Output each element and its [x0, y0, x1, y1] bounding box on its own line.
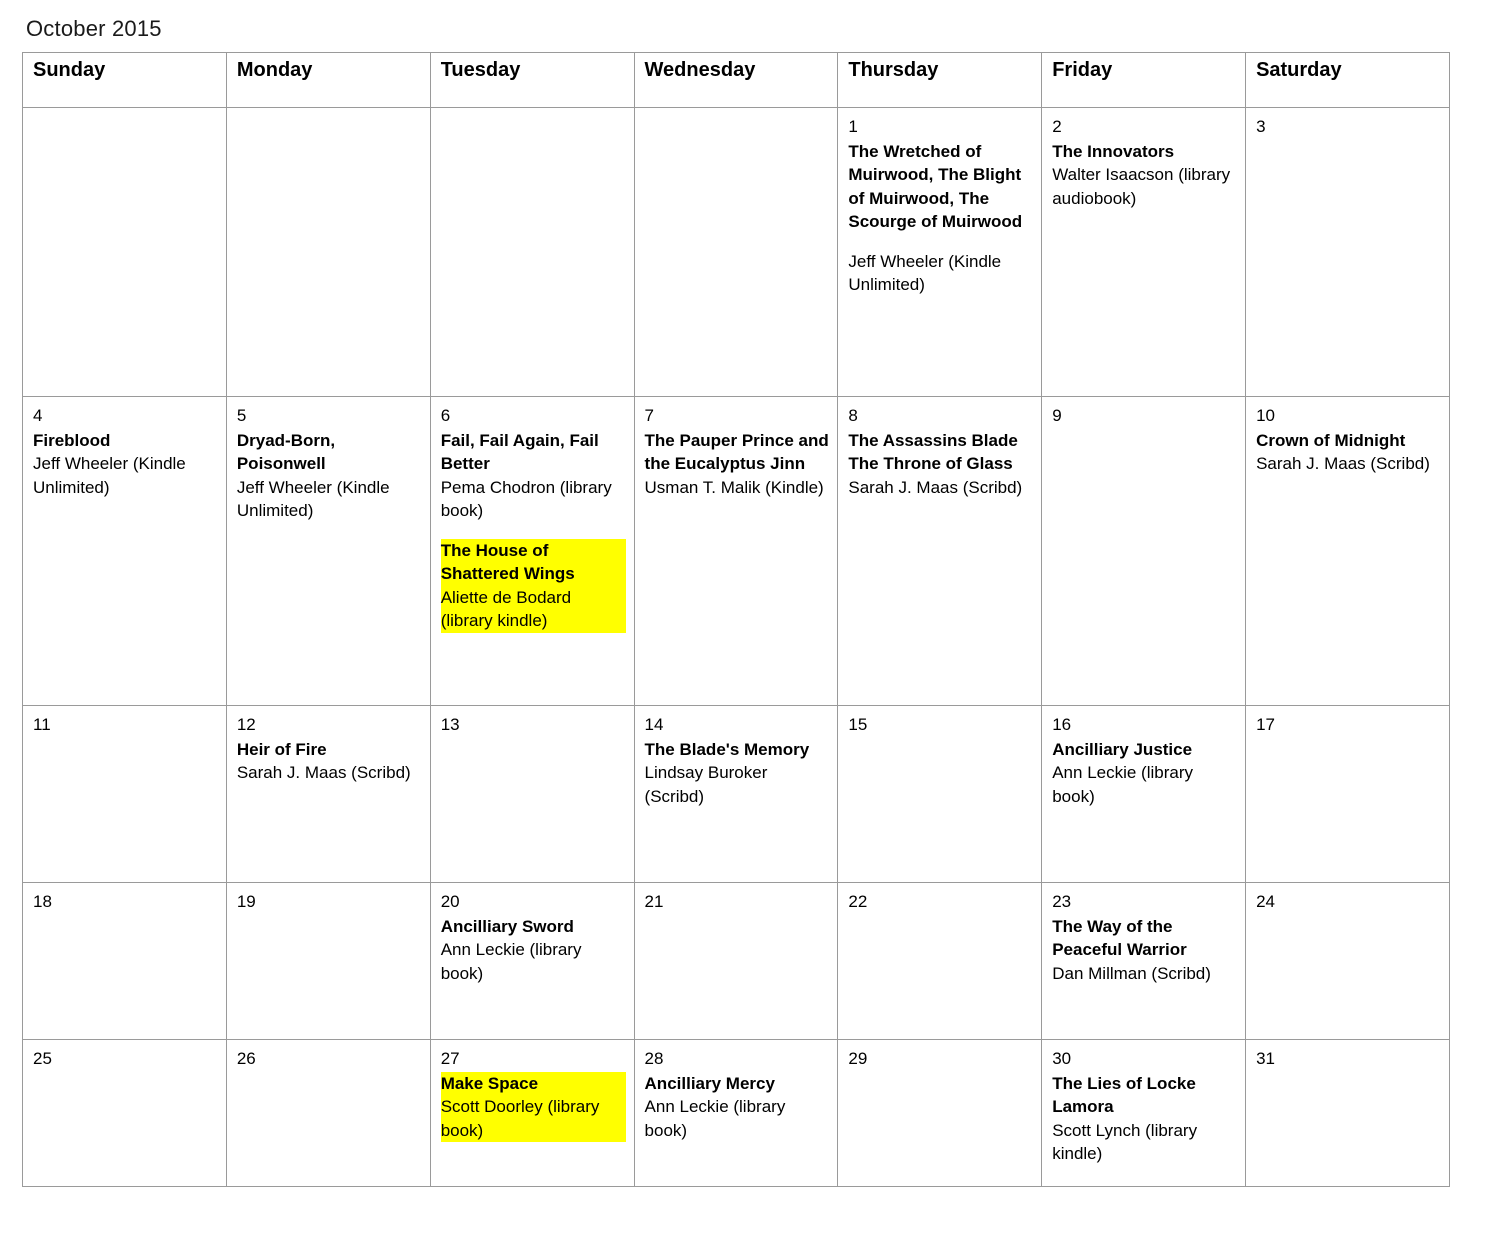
entry-title: Make Space [441, 1072, 626, 1095]
calendar-entry [441, 539, 626, 633]
day-cell-content [838, 397, 1041, 505]
calendar-day-cell[interactable] [226, 397, 430, 706]
day-number: 6 [440, 406, 451, 425]
day-number: 9 [1052, 406, 1062, 425]
day-cell-content [227, 706, 430, 791]
day-number: 4 [33, 406, 43, 425]
day-cell-content [23, 706, 226, 744]
day-number: 29 [848, 1049, 868, 1068]
calendar-day-cell[interactable] [1042, 108, 1246, 397]
calendar-entry [645, 429, 830, 499]
day-cell-content [1042, 1040, 1245, 1172]
calendar-day-cell[interactable] [838, 108, 1042, 397]
day-cell-content [431, 883, 634, 991]
day-number: 12 [236, 715, 256, 734]
calendar-table [22, 52, 1450, 1187]
entry-meta: Aliette de Bodard (library kindle) [441, 586, 626, 633]
day-cell-content [23, 883, 226, 921]
entry-meta: Usman T. Malik (Kindle) [644, 477, 824, 497]
entry-meta: Lindsay Buroker (Scribd) [644, 763, 768, 806]
entry-meta: Ann Leckie (library book) [644, 1097, 786, 1140]
day-number: 2 [1052, 117, 1062, 136]
day-number: 19 [236, 892, 256, 911]
calendar-week-row [23, 883, 1450, 1040]
calendar-entry [645, 738, 830, 808]
calendar-day-cell[interactable] [634, 1040, 838, 1187]
calendar-entry [1256, 429, 1441, 476]
entry-title: The Blade's Memory [644, 739, 810, 759]
entry-title: Ancilliary Sword [440, 916, 574, 936]
day-number: 16 [1052, 715, 1072, 734]
day-number: 28 [644, 1049, 664, 1068]
entry-title: Fireblood [33, 430, 111, 450]
calendar-entry [33, 429, 218, 499]
day-number: 22 [848, 892, 868, 911]
day-number: 1 [848, 117, 858, 136]
calendar-entry [645, 1072, 830, 1142]
entry-title: Ancilliary Mercy [644, 1073, 775, 1093]
calendar-entry [1052, 1072, 1237, 1166]
calendar-day-cell[interactable] [838, 706, 1042, 883]
calendar-day-cell[interactable] [1246, 397, 1450, 706]
entry-meta: Dan Millman (Scribd) [1052, 963, 1211, 983]
entry-meta: Jeff Wheeler (Kindle Unlimited) [236, 477, 390, 521]
calendar-day-cell[interactable] [634, 883, 838, 1040]
calendar-day-cell[interactable] [226, 108, 430, 397]
entry-title: The House of Shattered Wings [441, 539, 626, 586]
calendar-entry [848, 140, 1033, 234]
entry-title: Ancilliary Justice [1052, 739, 1193, 759]
calendar-day-cell[interactable] [838, 883, 1042, 1040]
calendar-week-row [23, 706, 1450, 883]
entry-meta: Walter Isaacson (library audiobook) [1052, 165, 1231, 208]
entry-title: The Assassins Blade The Throne of Glass [848, 430, 1018, 474]
entry-title: Dryad-Born, Poisonwell [236, 430, 336, 474]
day-number: 15 [848, 715, 868, 734]
day-cell-content [1246, 1040, 1449, 1078]
day-cell-content [635, 108, 838, 123]
day-cell-content [23, 1040, 226, 1078]
entry-meta: Pema Chodron (library book) [440, 477, 612, 521]
day-cell-content [1042, 883, 1245, 991]
calendar-day-cell[interactable] [838, 1040, 1042, 1187]
calendar-day-cell[interactable] [23, 706, 227, 883]
calendar-day-cell[interactable] [430, 706, 634, 883]
page-title: October 2015 [26, 16, 162, 41]
calendar-week-row [23, 1040, 1450, 1187]
calendar-day-cell[interactable] [430, 108, 634, 397]
entry-meta: Sarah J. Maas (Scribd) [1256, 454, 1430, 474]
day-cell-content [431, 397, 634, 639]
entry-title: Fail, Fail Again, Fail Better [440, 430, 599, 474]
day-cell-content [23, 108, 226, 123]
day-number: 27 [440, 1049, 460, 1068]
entry-title: Heir of Fire [236, 739, 327, 759]
day-number: 21 [644, 892, 664, 911]
day-cell-content [227, 1040, 430, 1078]
weekday-header-wednesday: Wednesday [634, 53, 838, 108]
calendar-week-row [23, 397, 1450, 706]
entry-title: The Lies of Locke Lamora [1052, 1073, 1196, 1117]
day-cell-content [431, 706, 634, 744]
calendar-day-cell[interactable] [23, 108, 227, 397]
day-cell-content [635, 883, 838, 921]
day-number: 30 [1052, 1049, 1072, 1068]
entry-meta: Ann Leckie (library book) [1052, 763, 1193, 806]
calendar-day-cell[interactable] [23, 1040, 227, 1187]
calendar-day-cell[interactable] [634, 108, 838, 397]
calendar-week-row [23, 108, 1450, 397]
entry-meta: Jeff Wheeler (Kindle Unlimited) [848, 251, 1002, 295]
calendar-day-cell[interactable] [226, 1040, 430, 1187]
calendar-day-cell[interactable] [23, 883, 227, 1040]
day-cell-content [838, 883, 1041, 921]
calendar-day-cell[interactable] [634, 397, 838, 706]
calendar-day-cell[interactable] [1042, 397, 1246, 706]
day-cell-content [1042, 397, 1245, 435]
calendar-body [23, 108, 1450, 1187]
calendar-entry [441, 1072, 626, 1142]
calendar-entry [848, 429, 1033, 499]
calendar-day-cell[interactable] [430, 397, 634, 706]
day-cell-content [1246, 883, 1449, 921]
entry-meta: Scott Doorley (library book) [441, 1095, 626, 1142]
calendar-entry [1052, 915, 1237, 985]
day-cell-content [635, 706, 838, 814]
day-number: 13 [440, 715, 460, 734]
day-cell-content [838, 108, 1041, 303]
day-number: 26 [236, 1049, 256, 1068]
day-cell-content [1246, 108, 1449, 146]
entry-title: The Innovators [1052, 141, 1175, 161]
day-cell-content [227, 883, 430, 921]
weekday-header-sunday: Sunday [23, 53, 227, 108]
calendar-day-cell[interactable] [1246, 706, 1450, 883]
entry-title: The Pauper Prince and the Eucalyptus Jinn [644, 430, 829, 474]
day-cell-content [1246, 706, 1449, 744]
calendar-day-cell[interactable] [430, 883, 634, 1040]
day-cell-content [635, 397, 838, 505]
day-number: 20 [440, 892, 460, 911]
entry-meta: Sarah J. Maas (Scribd) [236, 763, 411, 783]
day-number: 5 [236, 406, 247, 425]
day-cell-content [1246, 397, 1449, 482]
weekday-header-saturday: Saturday [1246, 53, 1450, 108]
calendar-day-cell[interactable] [1246, 108, 1450, 397]
day-cell-content [227, 397, 430, 529]
day-cell-content [227, 108, 430, 123]
calendar-day-cell[interactable] [634, 706, 838, 883]
calendar-day-cell[interactable] [226, 706, 430, 883]
calendar-entry [237, 429, 422, 523]
weekday-header-tuesday: Tuesday [430, 53, 634, 108]
day-cell-content [838, 1040, 1041, 1078]
calendar-entry [848, 250, 1033, 297]
day-number: 23 [1052, 892, 1072, 911]
day-number: 8 [848, 406, 858, 425]
weekday-header-monday: Monday [226, 53, 430, 108]
calendar-day-cell[interactable] [1042, 883, 1246, 1040]
day-cell-content [431, 108, 634, 123]
entry-meta: Sarah J. Maas (Scribd) [848, 477, 1023, 497]
calendar-day-cell[interactable] [23, 397, 227, 706]
calendar-day-cell[interactable] [1042, 706, 1246, 883]
weekday-header-friday: Friday [1042, 53, 1246, 108]
calendar-day-cell[interactable] [226, 883, 430, 1040]
day-number: 18 [33, 892, 52, 911]
calendar-entry [1052, 140, 1237, 210]
calendar-entry [237, 738, 422, 785]
entry-meta: Scott Lynch (library kindle) [1052, 1120, 1198, 1164]
day-number: 11 [33, 715, 51, 734]
day-number: 24 [1256, 892, 1275, 911]
calendar-header-row [23, 53, 1450, 108]
entry-title: Crown of Midnight [1256, 430, 1406, 450]
day-number: 10 [1256, 406, 1275, 425]
day-number: 14 [644, 715, 664, 734]
calendar-day-cell[interactable] [838, 397, 1042, 706]
calendar-day-cell[interactable] [430, 1040, 634, 1187]
day-cell-content [1042, 108, 1245, 216]
day-number: 7 [644, 406, 654, 425]
calendar-day-cell[interactable] [1042, 1040, 1246, 1187]
weekday-header-thursday: Thursday [838, 53, 1042, 108]
calendar-entry [441, 915, 626, 985]
calendar-day-cell[interactable] [1246, 1040, 1450, 1187]
day-cell-content [431, 1040, 634, 1148]
day-number: 25 [33, 1049, 52, 1068]
calendar-entry [1052, 738, 1237, 808]
day-cell-content [23, 397, 226, 505]
calendar-entry [441, 429, 626, 523]
calendar-day-cell[interactable] [1246, 883, 1450, 1040]
entry-title: The Way of the Peaceful Warrior [1052, 916, 1187, 960]
day-number: 17 [1256, 715, 1275, 734]
entry-title: The Wretched of Muirwood, The Blight of Muirwood, The Scourge of Muirwood [848, 141, 1023, 232]
entry-meta: Jeff Wheeler (Kindle Unlimited) [33, 454, 186, 497]
day-number: 3 [1256, 117, 1266, 136]
entry-meta: Ann Leckie (library book) [440, 940, 582, 983]
day-cell-content [838, 706, 1041, 744]
day-number: 31 [1256, 1049, 1275, 1068]
day-cell-content [635, 1040, 838, 1148]
day-cell-content [1042, 706, 1245, 814]
